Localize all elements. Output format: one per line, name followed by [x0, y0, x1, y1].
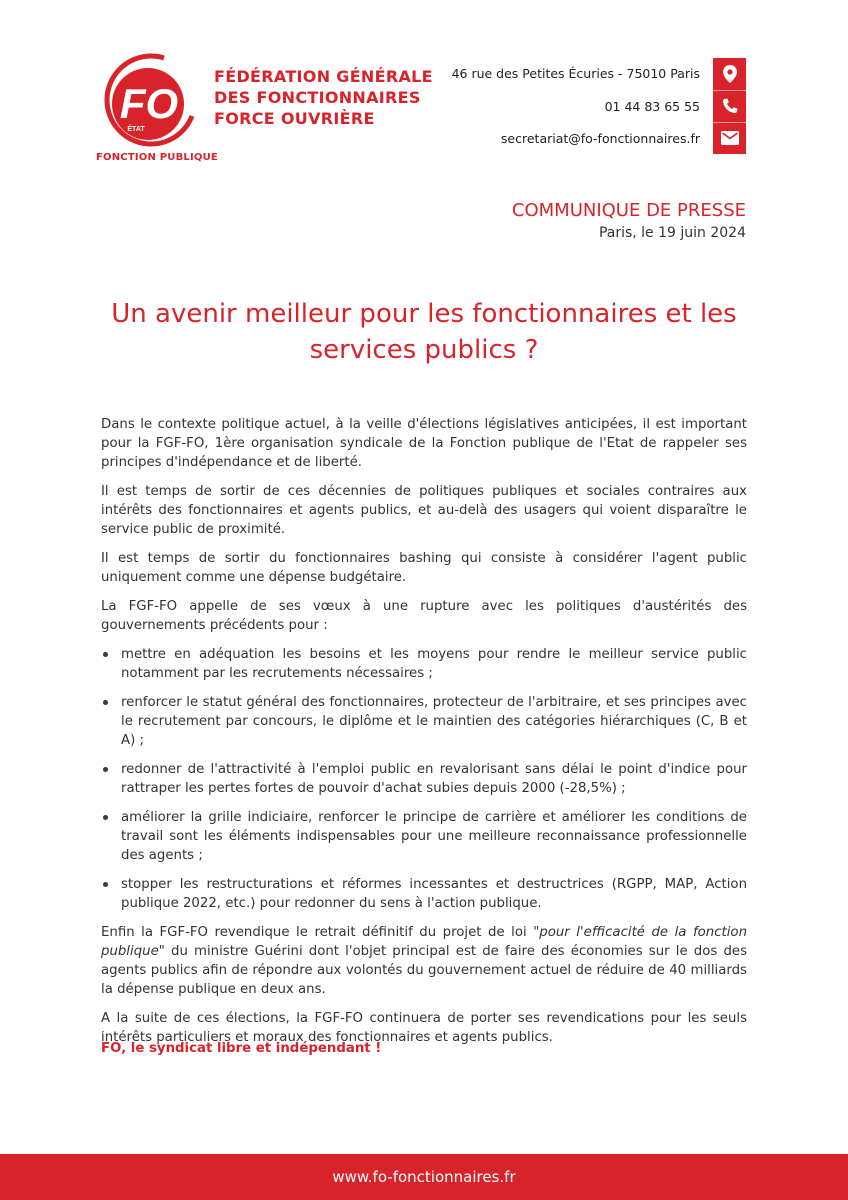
org-name-line: FORCE OUVRIÈRE	[214, 109, 375, 128]
phone-icon	[713, 90, 746, 122]
fo-logo-mark	[96, 44, 218, 166]
page-title	[110, 296, 738, 368]
press-release-date: Paris, le 19 juin 2024	[598, 225, 746, 241]
paragraph-text: du ministre Guérini dont l'objet principal est de faire des économies sur le dos des agents publics afin de répondre aux volontés du gouvernement actuel de réduire de 40 milliards la dépense publique en deux ans.	[101, 944, 747, 997]
list-item: renforcer le statut général des fonctionnaires, protecteur de l'arbitraire, et ses principes avec le recrutement par concours, le diplôme et le maintien des catégories hiérarchiques (C, B et A) ;	[101, 693, 747, 750]
title-line: services publics ?	[309, 335, 539, 365]
logo-fo-text: FO	[119, 80, 179, 127]
paragraph: Il est temps de sortir du fonctionnaires bashing qui consiste à considérer l'agent public uniquement comme une dépense budgétaire.	[101, 551, 747, 585]
mail-icon	[713, 122, 746, 154]
paragraph	[101, 923, 747, 999]
paragraph-text: Enfin la FGF-FO revendique le retrait définitif du projet de loi	[101, 925, 534, 940]
press-release-body	[101, 415, 747, 1057]
phone-text: 01 44 83 65 55	[604, 99, 700, 114]
list-item: stopper les restructurations et réformes incessantes et destructrices (RGPP, MAP, Action publique 2022, etc.) pour redonner du sens à l'action publique.	[101, 875, 747, 913]
paragraph: La FGF-FO appelle de ses vœux à une rupture avec les politiques d'austérités des gouvernements précédents pour :	[101, 599, 747, 633]
paragraph: A la suite de ces élections, la FGF-FO continuera de porter ses revendications pour les seuls intérêts particuliers et moraux des fonctionnaires et agents publics.	[101, 1011, 747, 1045]
org-name-line: FÉDÉRATION GÉNÉRALE	[214, 67, 433, 86]
logo-etat-text: ÉTAT	[127, 126, 145, 133]
demands-list	[101, 645, 747, 913]
list-item: redonner de l'attractivité à l'emploi public en revalorisant sans délai le point d'indice pour rattraper les pertes fortes de pouvoir d'achat subies depuis 2000 (-28,5%) ;	[101, 760, 747, 798]
paragraph: Dans le contexte politique actuel, à la veille d'élections législatives anticipées, il est important pour la FGF-FO, 1ère organisation syndicale de la Fonction publique de l'Etat de rappeler ses principes d'indépendance et de liberté.	[101, 417, 747, 470]
footer-bar	[0, 1154, 848, 1200]
contact-icon-bar	[713, 58, 746, 154]
slogan: FO, le syndicat libre et indépendant !	[101, 1041, 382, 1056]
press-release-label: COMMUNIQUE DE PRESSE	[511, 200, 746, 221]
list-item: améliorer la grille indiciaire, renforcer le principe de carrière et améliorer les conditions de travail sont les éléments indispensables pour une meilleure reconnaissance professionnelle des agents ;	[101, 808, 747, 865]
logo-subtitle: FONCTION PUBLIQUE	[96, 152, 218, 163]
location-pin-icon	[713, 58, 746, 90]
bill-title-quote: "pour l'efficacité de la fonction publique"	[101, 925, 747, 959]
organization-name	[214, 66, 433, 129]
org-name-line: DES FONCTIONNAIRES	[214, 88, 421, 107]
paragraph: Il est temps de sortir de ces décennies de politiques publiques et sociales contraires aux intérêts des fonctionnaires et agents publics, et au-delà des usagers qui voient disparaître le service public de proximité.	[101, 484, 747, 537]
address-text: 46 rue des Petites Écuries - 75010 Paris	[451, 66, 700, 81]
list-item: mettre en adéquation les besoins et les moyens pour rendre le meilleur service public notamment par les recrutements nécessaires ;	[101, 645, 747, 683]
website-link[interactable]: www.fo-fonctionnaires.fr	[332, 1168, 516, 1186]
fo-logo	[96, 44, 218, 166]
email-link[interactable]: secretariat@fo-fonctionnaires.fr	[500, 131, 700, 146]
title-line: Un avenir meilleur pour les fonctionnaires et les	[111, 299, 737, 329]
